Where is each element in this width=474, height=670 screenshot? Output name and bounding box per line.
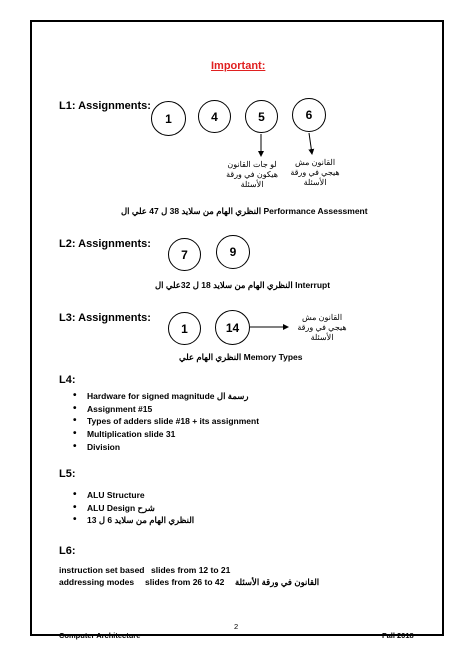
l6-line2-label: addressing modes <box>59 577 135 587</box>
l1-note-left: لو جات القانون هيكون في ورقة الأسئلة <box>226 160 278 189</box>
l1-assignment-4: 4 <box>198 100 231 133</box>
l1-theory: النظري الهام من سلايد 38 ل 47 علي ال Performance Assessment <box>121 206 368 216</box>
l1-note-right: القانون مش هيجي في ورقة الأسئلة <box>290 158 340 187</box>
l6-line1-label: instruction set based <box>59 565 145 575</box>
list-item: • ALU Design شرح <box>71 502 194 515</box>
l3-heading: L3: Assignments: <box>59 312 151 324</box>
l1-assignment-5: 5 <box>245 100 278 133</box>
l5-heading: L5: <box>59 468 76 480</box>
l2-assignment-7: 7 <box>168 238 201 271</box>
page-title: Important: <box>211 60 266 72</box>
list-item: • Assignment #15 <box>71 403 259 416</box>
list-item: • ALU Structure <box>71 489 194 502</box>
l3-assignment-14: 14 <box>215 310 250 345</box>
l6-line2-slides: slides from 26 to 42 <box>145 577 225 587</box>
l3-assignment-1: 1 <box>168 312 201 345</box>
l5-list <box>71 489 194 527</box>
l1-assignment-6: 6 <box>292 98 326 132</box>
l4-list <box>71 390 259 454</box>
l2-heading: L2: Assignments: <box>59 238 151 250</box>
l6-line1-slides: slides from 12 to 21 <box>151 565 231 575</box>
l1-arrow-6 <box>309 133 312 154</box>
l6-line2-arabic: القانون في ورقة الأسئلة <box>235 577 320 587</box>
page-number: 2 <box>234 622 239 631</box>
l3-note: القانون مش هيجي في ورقة الأسئلة <box>297 313 347 342</box>
footer-term: Fall 2018 <box>382 631 414 640</box>
list-item: • Multiplication slide 31 <box>71 428 259 441</box>
l1-heading: L1: Assignments: <box>59 100 151 112</box>
l3-theory: النظري الهام علي Memory Types <box>179 352 303 362</box>
l6-heading: L6: <box>59 545 76 557</box>
l2-theory: النظري الهام من سلايد 18 ل 32علي ال Interrupt <box>155 280 331 290</box>
list-item: • Division <box>71 441 259 454</box>
list-item: • Types of adders slide #18 + its assignment <box>71 415 259 428</box>
list-item: • Hardware for signed magnitude رسمة ال <box>71 390 259 403</box>
l1-assignment-1: 1 <box>151 101 186 136</box>
list-item: • النظري الهام من سلايد 6 ل 13 <box>71 514 194 527</box>
footer-course: Computer Architecture <box>59 631 141 640</box>
l2-assignment-9: 9 <box>216 235 250 269</box>
l4-heading: L4: <box>59 374 76 386</box>
